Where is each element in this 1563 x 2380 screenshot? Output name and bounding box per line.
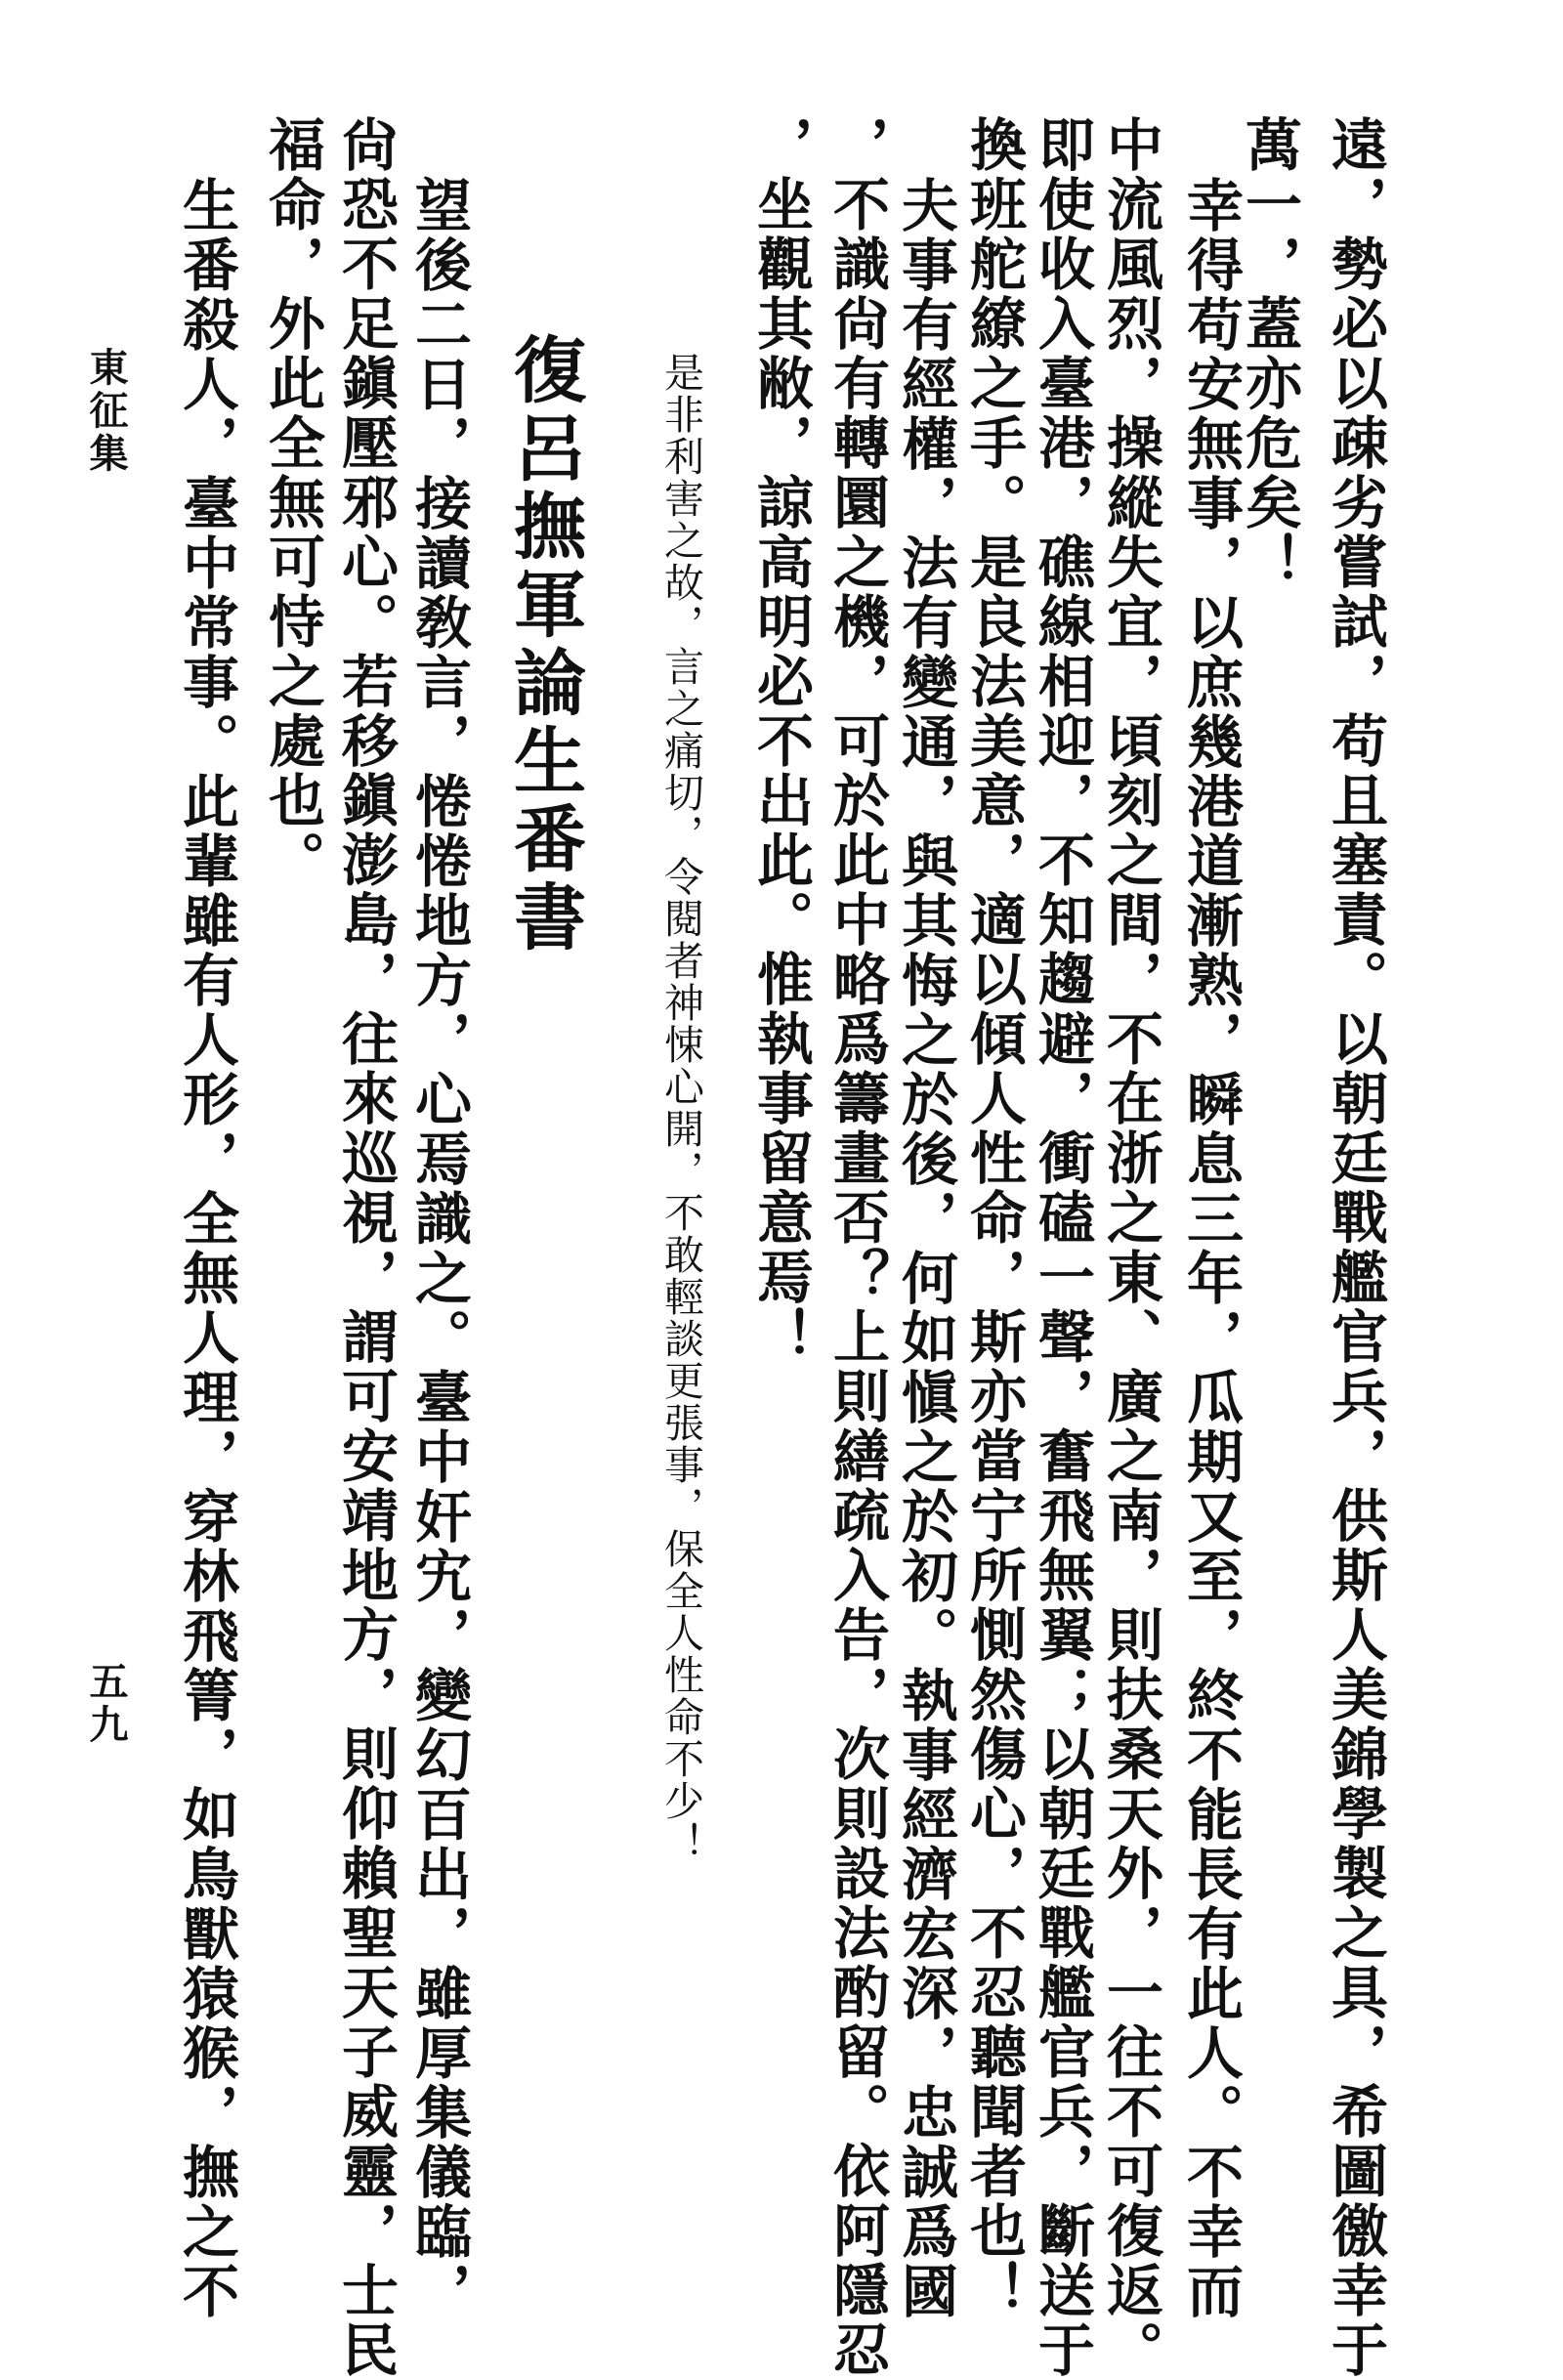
text-column: ，坐觀其敝，諒高明必不出此。惟執事留意焉！ [747,115,814,1367]
section-heading: 復呂撫軍論生番書 [502,332,586,957]
book-title: 東征集 [83,347,129,476]
text-column: 望後二日，接讀敎言，惓惓地方，心焉識之。臺中奸宄，變幻百出，雖厚集儀臨， [405,176,472,2321]
text-column: 尙恐不足鎭壓邪心。若移鎭澎島，往來巡視，謂可安靖地方，則仰賴聖天子威靈，士民 [332,115,399,2380]
text-column: 中流風烈，操縱失宜，頃刻之間，不在浙之東、廣之南，則扶桑天外，一往不可復返。 [1097,115,1163,2380]
text-column: 換班舵繚之手。是良法美意，適以傾人性命，斯亦當宁所惻然傷心，不忍聽聞者也！ [960,115,1027,2320]
text-column: 生番殺人，臺中常事。此輩雖有人形，全無人理，穿林飛箐，如鳥獸猿猴，撫之不 [173,176,239,2321]
text-column: 即使收入臺港，礁線相迎，不知趨避，衝磕一聲，奮飛無翼；以朝廷戰艦官兵，斷送于 [1029,115,1095,2380]
page-number: 五九 [83,1661,129,1747]
text-column: 遠，勢必以疎劣嘗試，苟且塞責。以朝廷戰艦官兵，供斯人美錦學製之具，希圖徼幸于 [1322,115,1388,2380]
text-column: 萬一，蓋亦危矣！ [1236,115,1302,592]
text-column: 夫事有經權，法有變通，與其悔之於後，何如愼之於初。執事經濟宏深，忠誠爲國 [892,176,958,2321]
text-column: 福命，外此全無可恃之處也。 [259,115,325,890]
text-column: ，不識尙有轉圜之機，可於此中略爲籌畫否？上則繕疏入告，次則設法酌留。依阿隱忍 [824,115,890,2380]
commentary-note: 是非利害之故，言之痛切，令閱者神悚心開，不敢輕談更張事，保全人性命不少！ [657,352,704,1864]
text-column: 幸得苟安無事，以庶幾港道漸熟，瞬息三年，瓜期又至，終不能長有此人。不幸而 [1177,176,1244,2321]
